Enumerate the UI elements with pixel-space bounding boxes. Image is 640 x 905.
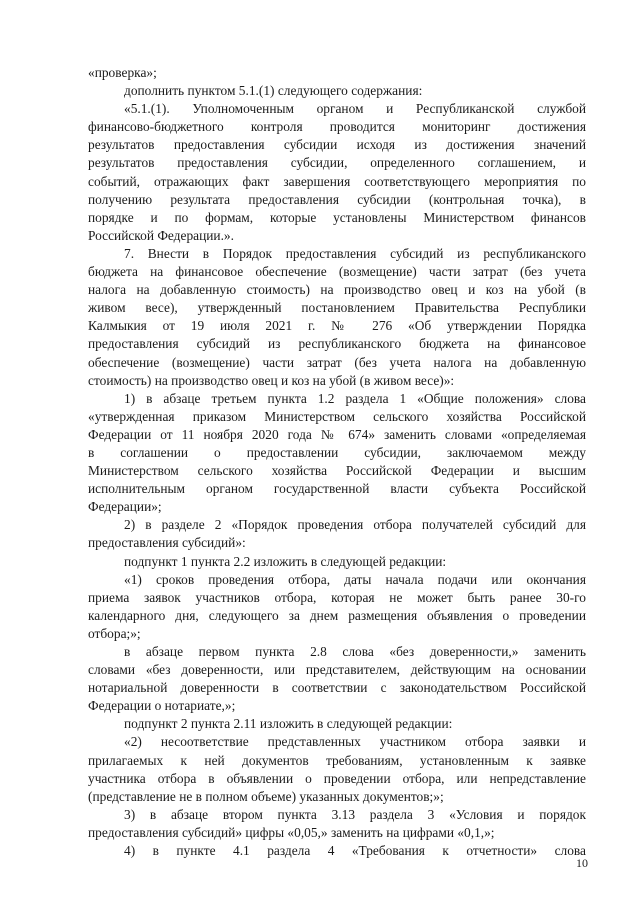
text-line: нотариальной доверенности в соответствии с законодательством Российской	[88, 680, 586, 696]
text-line: календарного дня, следующего за днем размещения объявления о проведении	[88, 607, 586, 623]
text-line: Федерации от 11 ноября 2020 года № 674» заменить словами «определяемая	[88, 426, 586, 442]
text-line: живом весе), утвержденный постановлением Правительства Республики	[88, 300, 586, 316]
text-line: финансово-бюджетного контроля проводится мониторинг достижения	[88, 119, 586, 135]
text-line: бюджета на финансовое обеспечение (возмещение) части затрат (без учета	[88, 264, 586, 280]
text-line: Федерации о нотариате,»;	[88, 698, 236, 714]
text-line: «1) сроков проведения отбора, даты начала подачи или окончания	[124, 571, 586, 587]
text-line: (представление не в полном объеме) указанных документов;»;	[88, 788, 444, 804]
text-line: дополнить пунктом 5.1.(1) следующего содержания:	[124, 83, 423, 99]
text-line: Калмыкия от 19 июля 2021 г. № 276 «Об утверждении Порядка	[88, 318, 586, 334]
text-line: 2) в разделе 2 «Порядок проведения отбора получателей субсидий для	[124, 517, 586, 533]
text-line: подпункт 1 пункта 2.2 изложить в следующей редакции:	[124, 553, 447, 569]
text-line: подпункт 2 пункта 2.11 изложить в следующей редакции:	[124, 716, 453, 732]
text-line: прилагаемых к ней документов требованиям, установленным к заявке	[88, 752, 586, 768]
text-line: «утвержденная приказом Министерством сельского хозяйства Российской	[88, 408, 586, 424]
text-line: «проверка»;	[88, 65, 157, 80]
text-line: 1) в абзаце третьем пункта 1.2 раздела 1 «Общие положения» слова	[124, 390, 586, 406]
text-line: участника отбора в объявлении о проведении отбора, или непредставление	[88, 770, 586, 786]
text-line: в абзаце первом пункта 2.8 слова «без доверенности,» заменить	[124, 644, 586, 659]
text-line: событий, отражающих факт завершения соответствующего мероприятия по	[88, 173, 586, 189]
text-line: предоставления субсидий»:	[88, 535, 246, 551]
text-line: в соглашении о предоставлении субсидии, заключаемом между	[88, 444, 586, 460]
text-line: приема заявок участников отбора, которая не может быть ранее 30-го	[88, 589, 586, 605]
text-line: налога на добавленную стоимость) на производство овец и коз на убой (в	[88, 282, 586, 298]
text-line: Министерством сельского хозяйства Российской Федерации и высшим	[88, 463, 586, 479]
text-line: Российской Федерации.».	[88, 227, 234, 243]
text-line: получению результата предоставления субсидии (контрольная точка), в	[88, 191, 586, 207]
text-line: словами «без доверенности, или представителем, действующим на основании	[88, 662, 586, 678]
text-line: стоимость) на производство овец и коз на убой (в живом весе)»:	[88, 372, 455, 388]
text-line: предоставления субсидий» цифры «0,05,» заменить на цифрами «0,1,»;	[88, 824, 495, 840]
page-number: 10	[576, 856, 588, 870]
text-line: 7. Внести в Порядок предоставления субсидий из республиканского	[124, 245, 586, 261]
text-line: предоставления субсидий из республиканского бюджета на финансовое	[88, 336, 586, 352]
text-line: «2) несоответствие представленных участником отбора заявки и	[124, 734, 586, 750]
text-line: результатов предоставления субсидии, определенного соглашением, и	[88, 155, 586, 171]
text-line: результатов предоставления субсидии исходя из достижения значений	[88, 137, 586, 153]
text-line: порядке и по формам, которые установлены Министерством финансов	[88, 209, 586, 225]
text-line: «5.1.(1). Уполномоченным органом и Республиканской службой	[124, 101, 586, 117]
document-page	[88, 64, 586, 860]
text-line: отбора;»;	[88, 625, 141, 641]
text-line: Федерации»;	[88, 499, 162, 515]
text-line: 4) в пункте 4.1 раздела 4 «Требования к отчетности» слова	[124, 843, 586, 859]
text-line: обеспечение (возмещение) части затрат (без учета налога на добавленную	[88, 354, 586, 370]
text-line: 3) в абзаце втором пункта 3.13 раздела 3 «Условия и порядок	[124, 806, 586, 822]
text-line: исполнительным органом государственной власти субъекта Российской	[88, 481, 586, 497]
